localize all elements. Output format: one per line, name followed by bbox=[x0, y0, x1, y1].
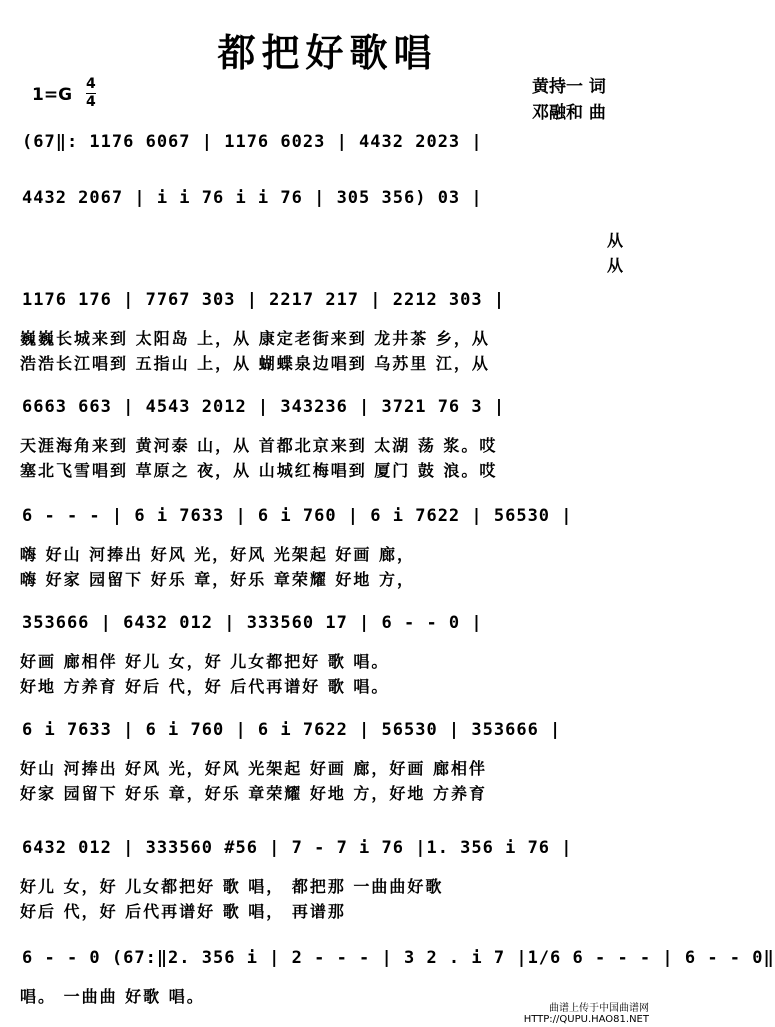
system-8-lyric-verse-1: 好儿 女，好 儿女都把好 歌 唱， 都把那 一曲曲好歌 bbox=[20, 877, 444, 896]
time-signature bbox=[86, 76, 96, 111]
system-8-lyric-verse-2: 好后 代，好 后代再谱好 歌 唱， 再谱那 bbox=[20, 902, 346, 921]
system-3-lyric-verse-2: 浩浩长江唱到 五指山 上，从 蝴蝶泉边唱到 乌苏里 江，从 bbox=[20, 354, 490, 373]
system-6-lyric-verse-1: 好画 廊相伴 好儿 女，好 儿女都把好 歌 唱。 bbox=[20, 652, 390, 671]
system-6-notes: 353666 | 6432 012 | 333560 17 | 6 - - 0 | bbox=[22, 613, 483, 633]
system-5-lyric-verse-2: 嗨 好家 园留下 好乐 章，好乐 章荣耀 好地 方， bbox=[20, 570, 415, 589]
watermark-line1: 曲谱上传于中国曲谱网 bbox=[549, 1003, 649, 1014]
system-7-notes: 6 i 7633 | 6 i 760 | 6 i 7622 | 56530 | 353666 | bbox=[22, 720, 562, 740]
system-5-notes: 6 - - - | 6 i 7633 | 6 i 760 | 6 i 7622 | 56530 | bbox=[22, 506, 573, 526]
system-4-lyric-verse-2: 塞北飞雪唱到 草原之 夜，从 山城红梅唱到 厦门 鼓 浪。哎 bbox=[20, 461, 498, 480]
system-3-lyric-verse-1: 巍巍长城来到 太阳岛 上，从 康定老街来到 龙井茶 乡，从 bbox=[20, 329, 490, 348]
system-6-lyric-verse-2: 好地 方养育 好后 代，好 后代再谱好 歌 唱。 bbox=[20, 677, 390, 696]
system-9-lyric-verse-1: 唱。 一曲曲 好歌 唱。 bbox=[20, 987, 205, 1006]
composer: 邓融和 曲 bbox=[532, 103, 606, 123]
meter-top: 4 bbox=[86, 76, 96, 92]
system-7-lyric-verse-1: 好山 河捧出 好风 光，好风 光架起 好画 廊，好画 廊相伴 bbox=[20, 759, 487, 778]
system-8-notes: 6432 012 | 333560 #56 | 7 - 7 i 76 |1. 356 i 76 | bbox=[22, 838, 573, 858]
watermark bbox=[524, 1003, 649, 1025]
system-9-notes: 6 - - 0 (67:‖2. 356 i | 2 - - - | 3 2 . i 7 |1/6 6 - - - | 6 - - 0‖ bbox=[22, 948, 775, 968]
system-5-lyric-verse-1: 嗨 好山 河捧出 好风 光，好风 光架起 好画 廊， bbox=[20, 545, 415, 564]
system-3-notes: 1176 176 | 7767 303 | 2217 217 | 2212 303 | bbox=[22, 290, 506, 310]
system-4-lyric-verse-1: 天涯海角来到 黄河泰 山，从 首都北京来到 太湖 荡 浆。哎 bbox=[20, 436, 498, 455]
lyricist: 黄持一 词 bbox=[532, 77, 606, 97]
system-1-notes: (67‖: 1176 6067 | 1176 6023 | 4432 2023 | bbox=[22, 132, 483, 152]
system-2-notes: 4432 2067 | i i 76 i i 76 | 305 356) 03 | bbox=[22, 188, 483, 208]
system-4-notes: 6663 663 | 4543 2012 | 343236 | 3721 76 3 | bbox=[22, 397, 506, 417]
credits bbox=[532, 74, 606, 126]
system-2-lyric-verse-1: 从 bbox=[607, 231, 626, 250]
key-signature: 1=G bbox=[32, 85, 73, 105]
system-7-lyric-verse-2: 好家 园留下 好乐 章，好乐 章荣耀 好地 方，好地 方养育 bbox=[20, 784, 487, 803]
meter-bottom: 4 bbox=[86, 94, 96, 110]
system-2-lyric-verse-2: 从 bbox=[607, 256, 626, 275]
page-title: 都把好歌唱 bbox=[217, 31, 438, 75]
watermark-line2: HTTP://QUPU.HAO81.NET bbox=[523, 1014, 649, 1025]
